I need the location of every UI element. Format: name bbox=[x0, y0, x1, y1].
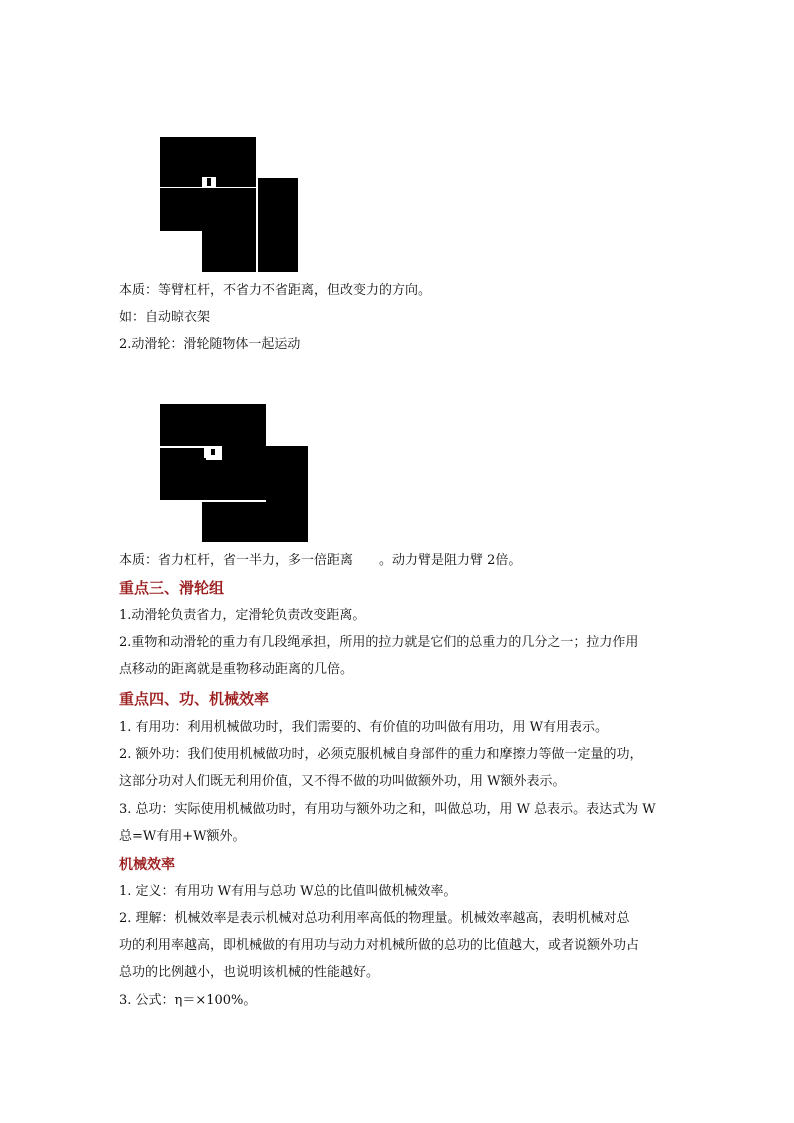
extra-work-cont: 这部分功对人们既无利用价值，又不得不做的功叫做额外功，用 W额外表示。 bbox=[119, 774, 566, 789]
useful-work: 1. 有用功：利用机械做功时，我们需要的、有价值的功叫做有用功，用 W有用表示。 bbox=[119, 720, 609, 735]
movable-pulley-figure bbox=[160, 404, 310, 544]
fixed-pulley-essence: 本质：等臂杠杆，不省力不省距离，但改变力的方向。 bbox=[119, 283, 432, 298]
efficiency-understanding-cont1: 功的利用率越高，即机械做的有用功与动力对机械所做的总功的比值越大，或者说额外功占 bbox=[119, 938, 640, 953]
fixed-pulley-figure bbox=[160, 137, 300, 273]
subheading-efficiency: 机械效率 bbox=[119, 857, 175, 873]
fixed-pulley-example: 如：自动晾衣架 bbox=[119, 310, 211, 325]
section-heading-work-efficiency: 重点四、功、机械效率 bbox=[119, 690, 270, 708]
pulley-block-point-1: 1.动滑轮负责省力，定滑轮负责改变距离。 bbox=[119, 608, 366, 623]
total-work: 3. 总功：实际使用机械做功时，有用功与额外功之和，叫做总功，用 W 总表示。表达式为 W bbox=[119, 802, 656, 817]
efficiency-formula: 3. 公式：η＝×100%。 bbox=[119, 993, 257, 1008]
movable-pulley-essence: 本质：省力杠杆，省一半力，多一倍距离 。动力臂是阻力臂 2倍。 bbox=[119, 553, 522, 568]
extra-work: 2. 额外功：我们使用机械做功时，必须克服机械自身部件的重力和摩擦力等做一定量的功， bbox=[119, 747, 643, 762]
efficiency-definition: 1. 定义：有用功 W有用与总功 W总的比值叫做机械效率。 bbox=[119, 884, 457, 899]
total-work-formula: 总=W有用+W额外。 bbox=[119, 829, 246, 844]
pulley-block-point-2: 2.重物和动滑轮的重力有几段绳承担，所用的拉力就是它们的总重力的几分之一；拉力作用 bbox=[119, 635, 639, 650]
pulley-block-point-2-cont: 点移动的距离就是重物移动距离的几倍。 bbox=[119, 662, 354, 677]
efficiency-understanding: 2. 理解：机械效率是表示机械对总功利用率高低的物理量。机械效率越高，表明机械对总 bbox=[119, 911, 630, 926]
efficiency-understanding-cont2: 总功的比例越小，也说明该机械的性能越好。 bbox=[119, 965, 380, 980]
movable-pulley-definition: 2.动滑轮：滑轮随物体一起运动 bbox=[119, 337, 301, 352]
section-heading-pulley-block: 重点三、滑轮组 bbox=[119, 579, 225, 597]
